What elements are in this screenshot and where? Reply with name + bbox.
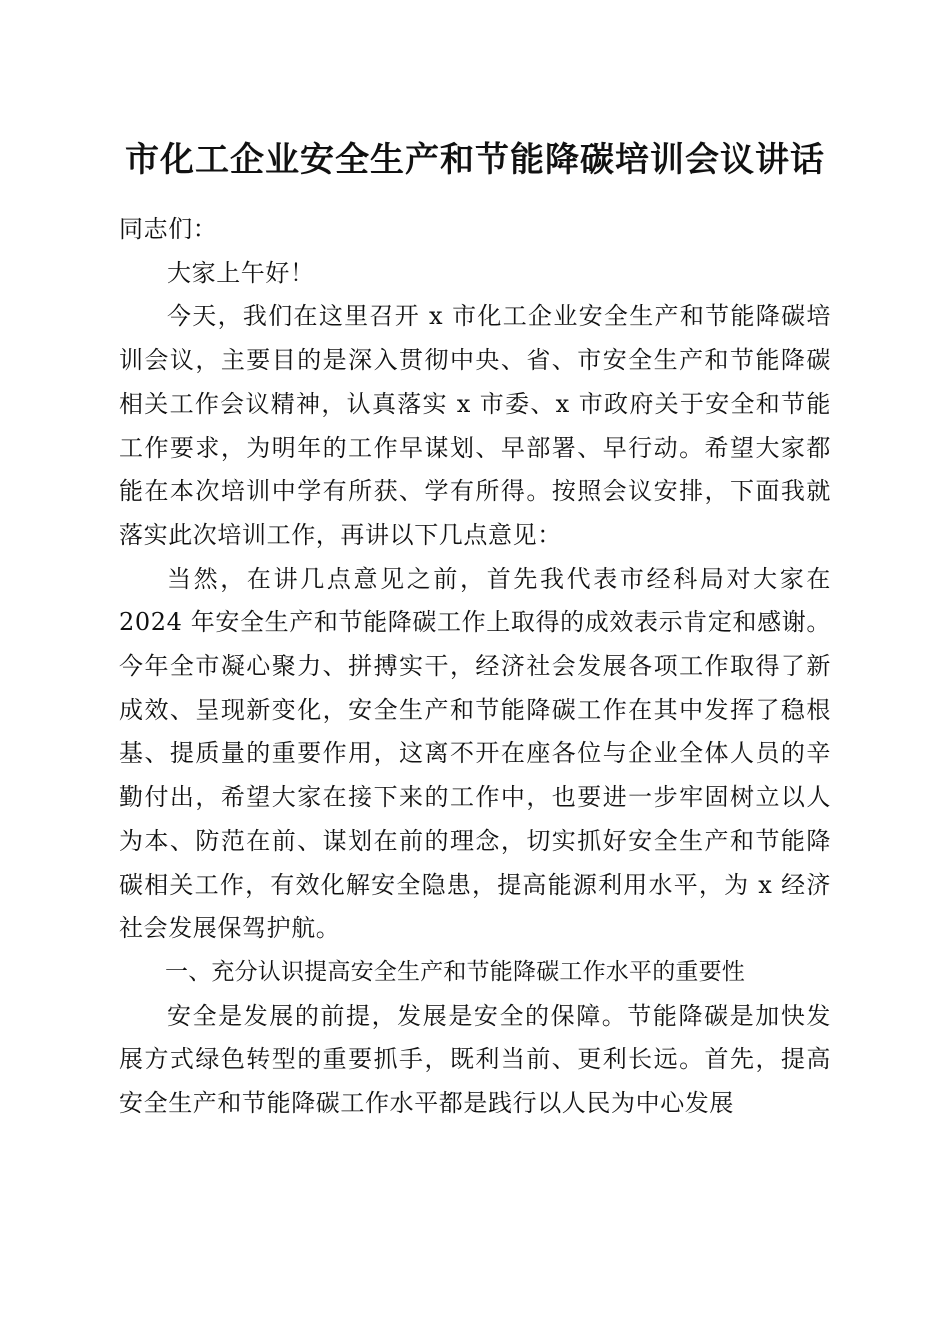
- salutation: 同志们：: [119, 215, 218, 243]
- document-body: [119, 208, 831, 1126]
- document-title: 市化工企业安全生产和节能降碳培训会议讲话: [125, 140, 825, 180]
- section-paragraph: 安全是发展的前提，发展是安全的保障。节能降碳是加快发展方式绿色转型的重要抓手，既利当前、更利长远。首先，提高安全生产和节能降碳工作水平都是践行以人民为中心发展: [119, 1001, 831, 1118]
- section-heading: 一、充分认识提高安全生产和节能降碳工作水平的重要性: [165, 958, 745, 985]
- greeting: 大家上午好！: [167, 258, 315, 287]
- paragraph-intro: 今天，我们在这里召开 x 市化工企业安全生产和节能降碳培训会议，主要目的是深入贯彻中央、省、市安全生产和节能降碳相关工作会议精神，认真落实 x 市委、x 市政府关于安全和节能工作要求，为明年的工作早谋划、早部署、早行动。希望大家都能在本次培训中学有所获、学有所得。按照会议安排，下面我就落实此次培训工作，再讲以下几点意见：: [119, 302, 831, 549]
- paragraph-acknowledgement: 当然，在讲几点意见之前，首先我代表市经科局对大家在 2024 年安全生产和节能降碳工作上取得的成效表示肯定和感谢。今年全市凝心聚力、拼搏实干，经济社会发展各项工作取得了新成效、呈现新变化，安全生产和节能降碳工作在其中发挥了稳根基、提质量的重要作用，这离不开在座各位与企业全体人员的辛勤付出，希望大家在接下来的工作中，也要进一步牢固树立以人为本、防范在前、谋划在前的理念，切实抓好安全生产和节能降碳相关工作，有效化解安全隐患，提高能源利用水平，为 x 经济社会发展保驾护航。: [119, 564, 831, 943]
